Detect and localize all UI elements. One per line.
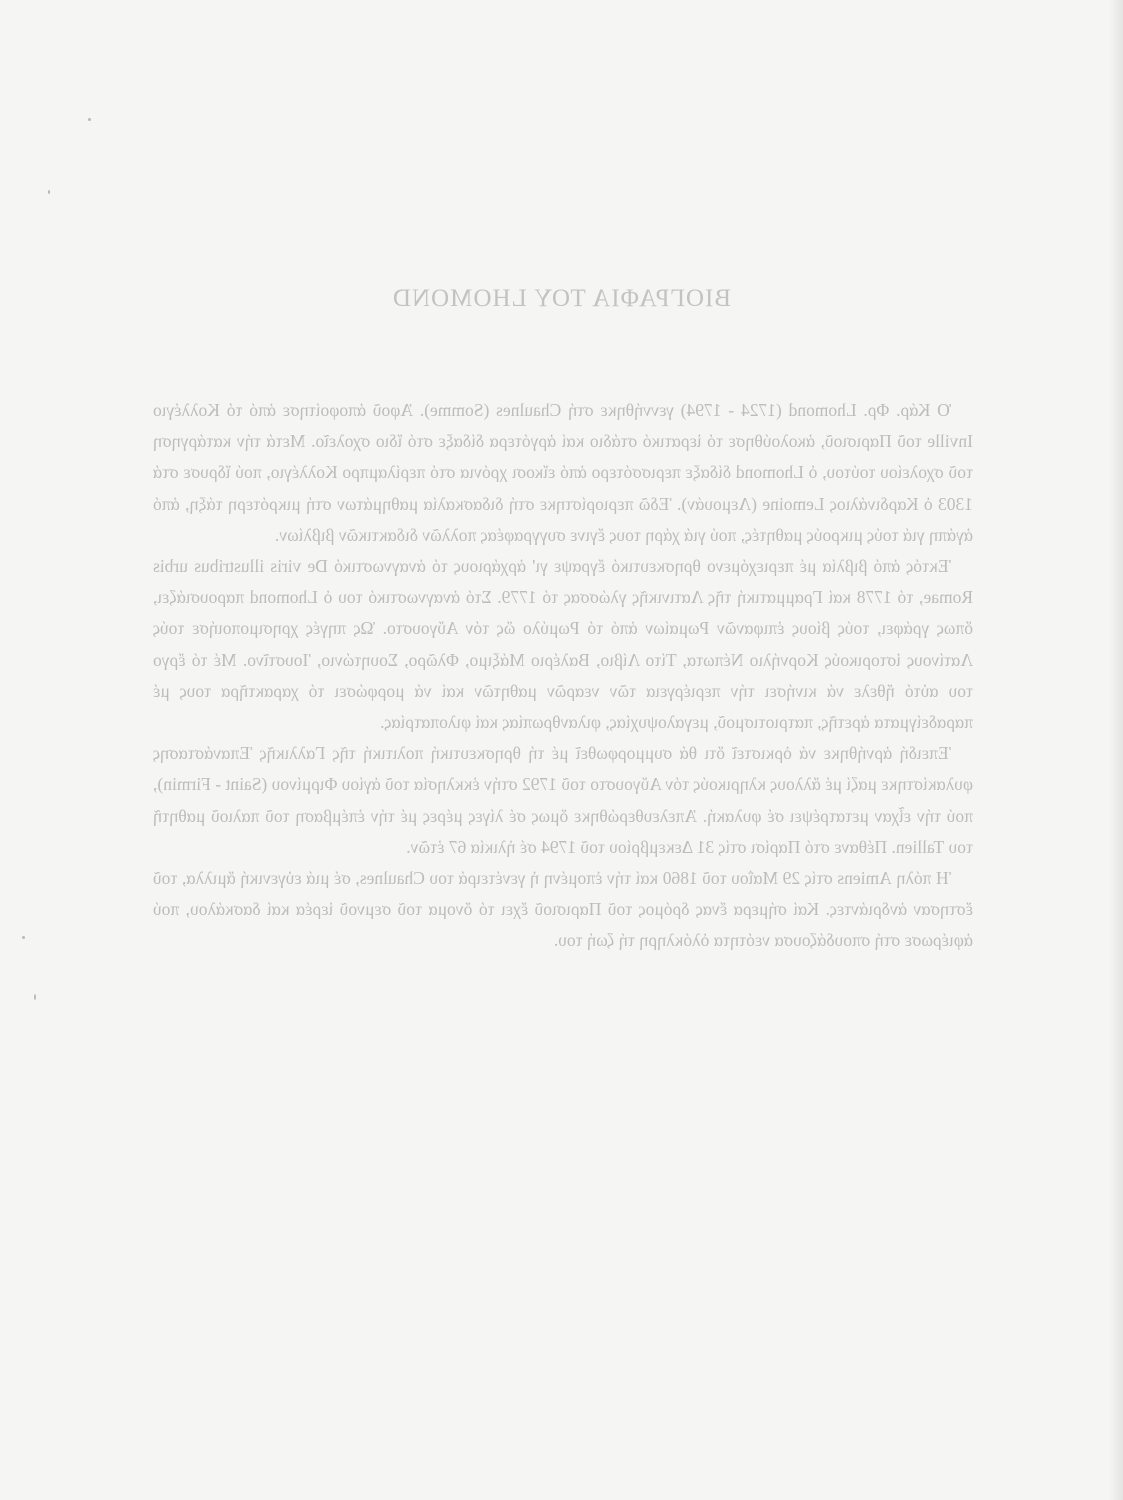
paragraph: Ἐπειδή ἀρνήθηκε νά ὁρκιστεῖ ὅτι θά συμμορφωθεῖ μέ τή θρησκευτική πολιτική τῆς Γαλλικῆς Ἐπανάστασης φυλακίστηκε μαζί μέ ἄλλους κληρικούς τόν Αὔγουστο τοῦ 1792 στήν ἐκκλησία τοῦ ἁγίου Φιρμίνου (Saint - Firmin), πού τήν εἶχαν μετατρέψει σέ φυλακή. Ἀπελευθερώθηκε ὅμως σέ λίγες μέρες μέ τήν ἐπέμβαση τοῦ παλιοῦ μαθητῆ του Tallien. Πέθανε στό Παρίσι στίς 31 Δεκεμβρίου τοῦ 1794 σέ ἡλικία 67 ἐτῶν. bbox=[153, 743, 973, 857]
page-title: ΒΙΟΓΡΑΦΙΑ ΤΟΥ LHOMOND bbox=[391, 285, 732, 312]
paragraph: Ἡ πόλη Amiens στίς 29 Μαΐου τοῦ 1860 καί τήν ἑπομένη ἡ γενέτειρά του Chaulnes, σέ μιά εὐγενική ἅμιλλα, τοῦ ἔστησαν ἀνδριάντες. Καί σήμερα ἕνας δρόμος τοῦ Παρισιοῦ ἔχει τό ὄνομα τοῦ σεμνοῦ ἱερέα καί δασκάλου, πού ἀφιέρωσε στή σπουδάζουσα νεότητα ὁλόκληρη τή ζωή του. bbox=[153, 868, 973, 951]
paragraph: Ὁ Κάρ. Φρ. Lhomond (1724 - 1794) γεννήθηκε στή Chaulnes (Somme). Ἀφοῦ ἀποφοίτησε ἀπό τό Κολλέγιο Inville τοῦ Παρισιοῦ, ἀκολούθησε τό ἱερατικό στάδιο καί ἀργότερα δίδαξε στό ἴδιο σχολεῖο. Μετά τήν κατάργηση τοῦ σχολείου τούτου, ὁ Lhomond δίδαξε περισσότερο ἀπό εἴκοσι χρόνια στό περίλαμπρο Κολλέγιο, πού ἵδρυσε στά 1303 ὁ Καρδινάλιος Lemoine (Λεμουάν). Ἐδῶ περιορίστηκε στή διδασκαλία μαθημάτων στή μικρότερη τάξη, ἀπό ἀγάπη γιά τούς μικρούς μαθητές, πού γιά χάρη τους ἔγινε συγγραφέας πολλῶν διδακτικῶν βιβλίων. bbox=[153, 400, 973, 545]
paragraph: Ἐκτός ἀπό βιβλία μέ περιεχόμενο θρησκευτικό ἔγραψε γι' ἀρχάριους τό ἀναγνωστικό De viris illustribus urbis Romae, τό 1778 καί Γραμματική τῆς Λατινικῆς γλώσσας τό 1779. Στό ἀναγνωστικό του ὁ Lhomond παρουσιάζει, ὅπως γράφει, τούς βίους ἐπιφανῶν Ρωμαίων ἀπό τό Ρωμύλο ὥς τόν Αὔγουστο. Ὡς πηγές χρησιμοποιήσε τούς Λατίνους ἱστορικούς Κορνήλιο Νέπωτα, Τίτο Λίβιο, Βαλέριο Μάξιμο, Φλῶρο, Σουητώνιο, Ἰουστῖνο. Μέ τό ἔργο του αὐτό ἤθελε νά κινήσει τήν περιέργεια τῶν νεαρῶν μαθητῶν καί νά μορφώσει τό χαρακτῆρα τους μέ παραδείγματα ἀρετῆς, πατριοτισμοῦ, μεγαλοψυχίας, φιλανθρωπίας καί φιλοπατρίας. bbox=[153, 556, 973, 733]
body-text bbox=[153, 395, 973, 957]
